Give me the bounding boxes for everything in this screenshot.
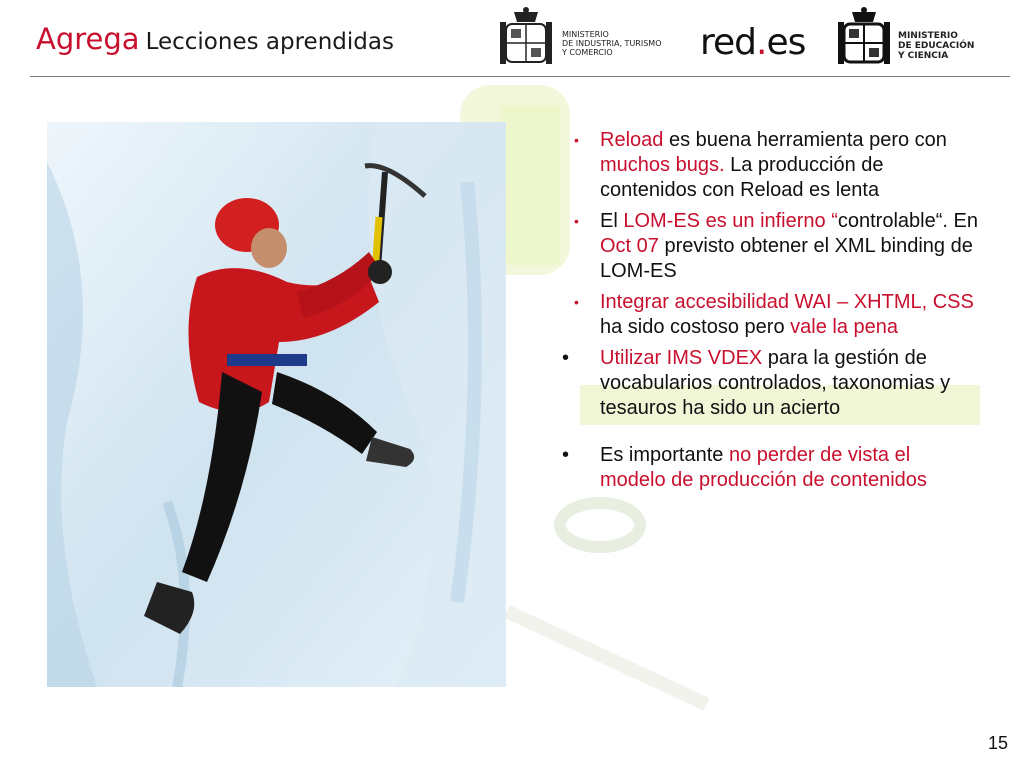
coat-of-arms-icon (836, 6, 892, 70)
highlight-text: Reload (600, 129, 664, 151)
logo-red-es: red.es (700, 22, 806, 63)
slide-header (0, 0, 1024, 80)
bullet-marker-icon: • (562, 444, 570, 466)
highlight-text: no perder de vista el modelo de producción de contenidos (600, 444, 927, 491)
logo-educacion-text: MINISTERIO DE EDUCACIÓN Y CIENCIA (898, 31, 975, 61)
coat-of-arms-icon (498, 6, 554, 70)
logo-industria-text: MINISTERIO DE INDUSTRIA, TURISMO Y COMERCIO (562, 30, 662, 57)
highlight-text: Utilizar IMS VDEX (600, 347, 763, 369)
brand-name: Agrega (36, 22, 140, 56)
bullet-item (560, 346, 980, 421)
bullet-text: La producción de contenidos con Reload es lenta (600, 154, 884, 201)
highlight-text: Oct 07 (600, 235, 659, 257)
bullet-text: controlable“. En (837, 210, 978, 232)
highlight-text: vale la pena (790, 316, 898, 338)
slide-title (36, 22, 394, 56)
bullet-item (560, 290, 980, 340)
highlight-text: Integrar accesibilidad WAI – XHTML, CSS (600, 291, 974, 313)
bullet-text: previsto obtener el XML binding de LOM-ES (600, 235, 973, 282)
page-number: 15 (987, 733, 1008, 753)
bullet-text: ha sido costoso pero (600, 316, 791, 338)
bullet-text: El (600, 210, 624, 232)
bullet-marker-icon: • (574, 132, 579, 148)
logo-ministerio-educacion (836, 6, 1006, 72)
highlight-text: muchos bugs. (600, 154, 725, 176)
bullet-text: para la gestión de vocabularios controlados, taxonomias y tesauros ha sido un acierto (600, 347, 951, 419)
bullet-list (560, 128, 980, 499)
highlight-text: LOM-ES es un infierno “ (623, 210, 838, 232)
bullet-marker-icon: • (574, 294, 579, 310)
bullet-marker-icon: • (562, 347, 570, 369)
bullet-marker-icon: • (574, 213, 579, 229)
bullet-item (560, 128, 980, 203)
bullet-item (560, 209, 980, 284)
header-divider (30, 76, 1010, 77)
bullet-text: Es importante (600, 444, 729, 466)
bullet-text: es buena herramienta pero con (663, 129, 947, 151)
logo-ministerio-industria (498, 6, 678, 72)
ice-climber-photo (47, 122, 506, 687)
bullet-item (560, 443, 980, 493)
slide-subtitle: Lecciones aprendidas (145, 29, 394, 55)
